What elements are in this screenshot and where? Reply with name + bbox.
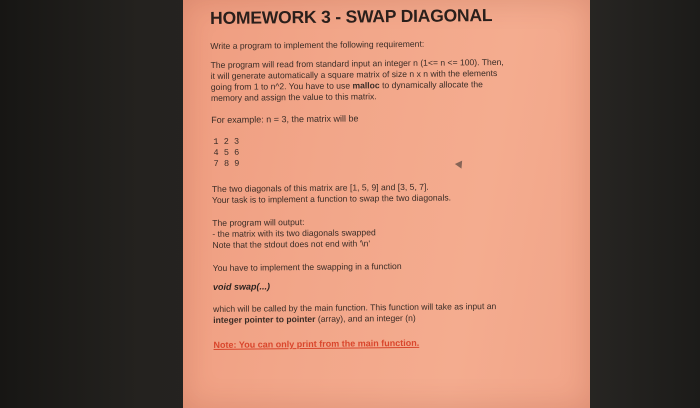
example-matrix — [213, 133, 576, 170]
called-line-1: which will be called by the main function. This function will take as input an — [213, 301, 497, 314]
function-signature: void swap(...) — [212, 281, 270, 292]
called-line-2-rest: (array), and an integer (n) — [315, 312, 416, 324]
requirement-line-3-pre: going from 1 to n^2. You have to use — [210, 80, 353, 92]
called-paragraph — [213, 300, 578, 326]
malloc-keyword: malloc — [352, 80, 380, 91]
requirement-line-3-post: to dynamically allocate the — [379, 79, 483, 91]
note-text: Note: You can only print from the main function. — [213, 337, 420, 350]
diagonals-line-2: Your task is to implement a function to swap the two diagonals. — [211, 192, 452, 205]
requirement-line-4: memory and assign the value to this matrix. — [210, 91, 377, 103]
implement-text: You have to implement the swapping in a function — [212, 261, 402, 273]
matrix-row: 4 5 6 — [213, 147, 240, 158]
example-text: For example: n = 3, the matrix will be — [211, 113, 359, 125]
diagonals-paragraph — [212, 180, 577, 206]
diagonals-line-1: The two diagonals of this matrix are [1, 5, 9] and [3, 5, 7]. — [211, 181, 429, 194]
matrix-row: 1 2 3 — [213, 136, 240, 147]
output-line-2: - the matrix with its two diagonals swapped — [212, 227, 376, 239]
document-page — [183, 0, 590, 408]
requirement-paragraph — [211, 56, 576, 104]
intro-text: Write a program to implement the following requirement: — [210, 38, 425, 51]
matrix-row: 7 8 9 — [213, 158, 240, 169]
output-paragraph — [212, 214, 577, 251]
output-line-1: The program will output: — [212, 217, 305, 228]
requirement-line-2: it will generate automatically a square matrix of size n x n with the elements — [210, 67, 498, 81]
pointer-type-text: integer pointer to pointer — [213, 313, 316, 325]
document-content — [210, 4, 579, 350]
page-title: HOMEWORK 3 - SWAP DIAGONAL — [210, 5, 493, 28]
output-line-3: Note that the stdout does not end with '\n' — [212, 238, 371, 250]
requirement-line-1: The program will read from standard input an integer n (1<= n <= 100). Then, — [210, 56, 504, 70]
